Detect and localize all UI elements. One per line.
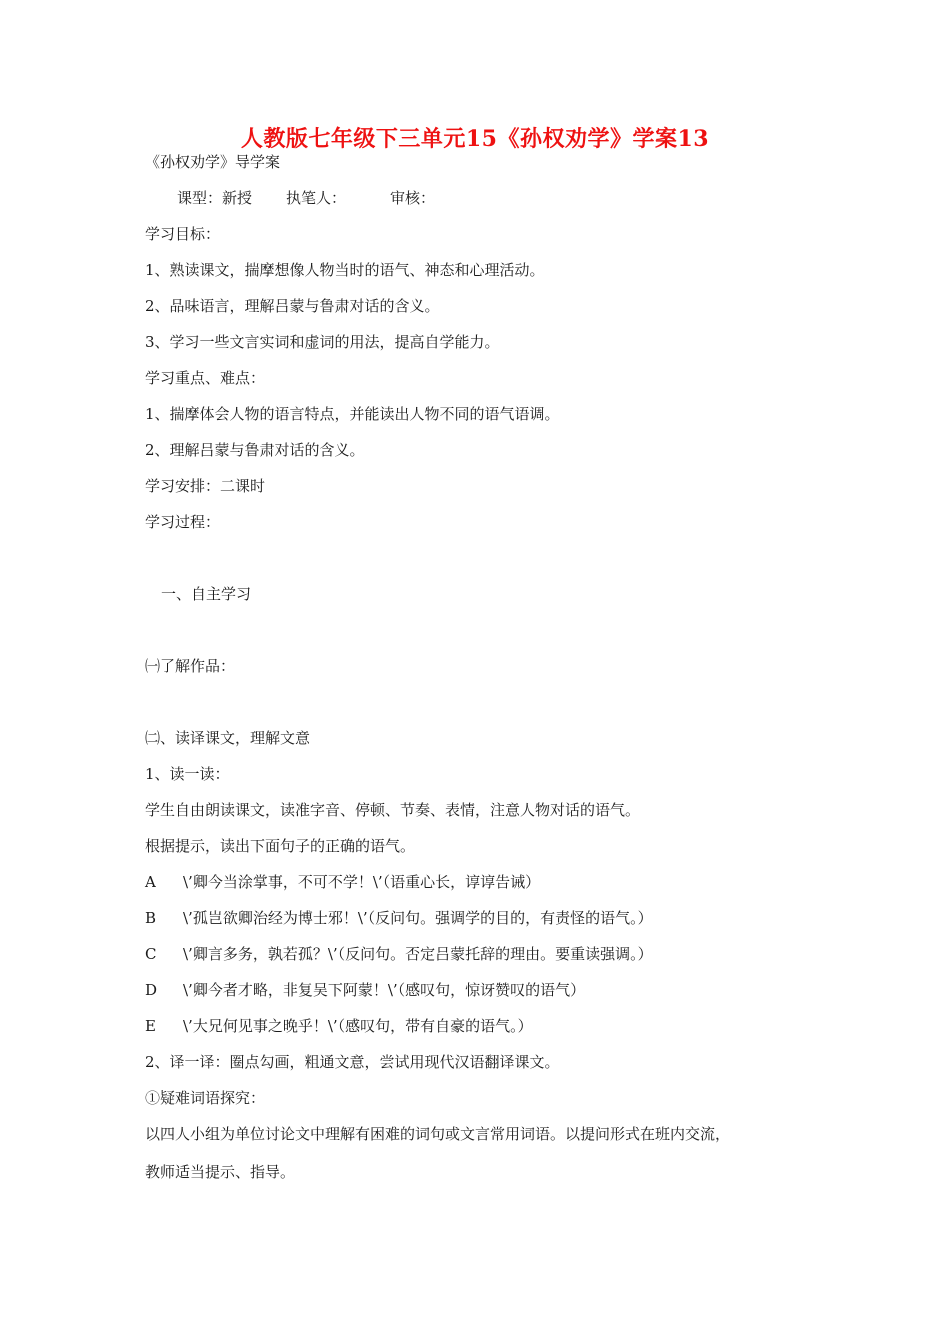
- key-item: 2、理解吕蒙与鲁肃对话的含义。: [145, 441, 365, 459]
- option-letter: E: [145, 1017, 156, 1035]
- subtitle: 《孙权劝学》导学案: [145, 153, 281, 171]
- author-label: 执笔人：: [286, 189, 347, 207]
- read-instruction: 学生自由朗读课文，读准字音、停顿、节奏、表情，注意人物对话的语气。: [145, 801, 641, 819]
- option-letter: C: [145, 945, 157, 963]
- explore-line: 教师适当提示、指导。: [145, 1163, 296, 1181]
- lesson-type: 课型：新授: [177, 189, 253, 207]
- read-heading: 1、读一读：: [145, 765, 230, 783]
- option-text: \’卿今者才略，非复吴下阿蒙！\’（感叹句，惊讶赞叹的语气）: [183, 981, 586, 999]
- explore-line: 以四人小组为单位讨论文中理解有困难的词句或文言常用词语。以提问形式在班内交流，: [145, 1125, 731, 1143]
- option-line: [145, 872, 540, 892]
- goal-item: 1、熟读课文，揣摩想像人物当时的语气、神态和心理活动。: [145, 261, 545, 279]
- meta-line: [177, 188, 435, 208]
- option-line: [145, 944, 653, 964]
- document-title: 人教版七年级下三单元15《孙权劝学》学案13: [240, 126, 710, 152]
- option-text: \’大兄何见事之晚乎！\’（感叹句，带有自豪的语气。）: [183, 1017, 533, 1035]
- key-heading: 学习重点、难点：: [145, 369, 266, 387]
- goal-item: 2、品味语言，理解吕蒙与鲁肃对话的含义。: [145, 297, 440, 315]
- process-heading: 学习过程：: [145, 513, 221, 531]
- option-letter: B: [145, 909, 157, 927]
- goals-heading: 学习目标：: [145, 225, 221, 243]
- option-line: [145, 908, 653, 928]
- option-letter: A: [145, 873, 156, 891]
- key-item: 1、揣摩体会人物的语言特点，并能读出人物不同的语气语调。: [145, 405, 560, 423]
- subsection-heading: ㈠了解作品：: [145, 657, 236, 675]
- option-text: \’卿今当涂掌事，不可不学！\’（语重心长，谆谆告诫）: [183, 873, 541, 891]
- section-heading: 一、自主学习: [161, 585, 252, 603]
- read-instruction: 根据提示，读出下面句子的正确的语气。: [145, 837, 416, 855]
- goal-item: 3、学习一些文言实词和虚词的用法，提高自学能力。: [145, 333, 500, 351]
- schedule-line: 学习安排：二课时: [145, 477, 266, 495]
- subsection-heading: ㈡、读译课文，理解文意: [145, 729, 311, 747]
- option-line: [145, 1016, 533, 1036]
- explore-heading: ①疑难词语探究：: [145, 1089, 266, 1107]
- option-line: [145, 980, 585, 1000]
- option-text: \’卿言多务，孰若孤？\’（反问句。否定吕蒙托辞的理由。要重读强调。）: [183, 945, 653, 963]
- option-text: \’孤岂欲卿治经为博士邪！\’（反问句。强调学的目的，有责怪的语气。）: [183, 909, 653, 927]
- translate-heading: 2、译一译：圈点勾画，粗通文意，尝试用现代汉语翻译课文。: [145, 1053, 560, 1071]
- option-letter: D: [145, 981, 158, 999]
- review-label: 审核：: [390, 189, 436, 207]
